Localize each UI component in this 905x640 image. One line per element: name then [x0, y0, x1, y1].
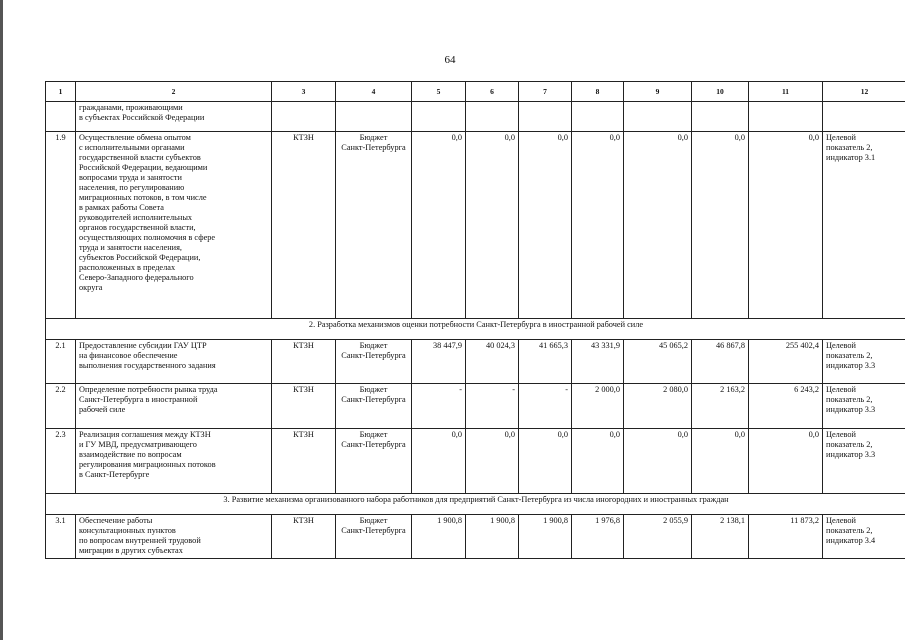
value: 2 163,2	[692, 384, 749, 429]
executor: КТЗН	[272, 340, 336, 384]
col-header: 11	[749, 82, 823, 102]
table-row	[46, 384, 905, 429]
indicator: Целевой показатель 2, индикатор 3.3	[823, 384, 905, 429]
value: 0,0	[412, 429, 466, 494]
value: 0,0	[572, 429, 624, 494]
table-row	[46, 132, 905, 319]
col-header: 12	[823, 82, 905, 102]
value: 2 080,0	[624, 384, 692, 429]
value: 0,0	[624, 429, 692, 494]
continued-text: гражданами, проживающими в субъектах Российской Федерации	[76, 102, 272, 132]
funding-source: Бюджет Санкт-Петербурга	[336, 340, 412, 384]
program-table	[45, 81, 905, 559]
value-total: 0,0	[749, 429, 823, 494]
scan-edge	[0, 0, 3, 640]
col-header: 3	[272, 82, 336, 102]
value: 1 900,8	[412, 515, 466, 559]
value: 0,0	[519, 429, 572, 494]
row-number: 1.9	[46, 132, 76, 319]
funding-source: Бюджет Санкт-Петербурга	[336, 429, 412, 494]
value-total: 0,0	[749, 132, 823, 319]
row-number: 2.1	[46, 340, 76, 384]
indicator: Целевой показатель 2, индикатор 3.1	[823, 132, 905, 319]
value-total: 6 243,2	[749, 384, 823, 429]
col-header: 1	[46, 82, 76, 102]
funding-source: Бюджет Санкт-Петербурга	[336, 132, 412, 319]
executor: КТЗН	[272, 384, 336, 429]
value: 38 447,9	[412, 340, 466, 384]
col-header: 10	[692, 82, 749, 102]
col-header: 9	[624, 82, 692, 102]
value: 1 900,8	[519, 515, 572, 559]
indicator: Целевой показатель 2, индикатор 3.3	[823, 340, 905, 384]
value: 41 665,3	[519, 340, 572, 384]
table-row	[46, 102, 905, 132]
value: 0,0	[466, 429, 519, 494]
measure-name: Определение потребности рынка труда Санкт-Петербурга в иностранной рабочей силе	[76, 384, 272, 429]
indicator: Целевой показатель 2, индикатор 3.4	[823, 515, 905, 559]
value: 1 900,8	[466, 515, 519, 559]
executor: КТЗН	[272, 515, 336, 559]
row-number: 3.1	[46, 515, 76, 559]
value: 1 976,8	[572, 515, 624, 559]
value: 46 867,8	[692, 340, 749, 384]
col-header: 8	[572, 82, 624, 102]
measure-name: Предоставление субсидии ГАУ ЦТР на финансовое обеспечение выполнения государственного задания	[76, 340, 272, 384]
value: 2 138,1	[692, 515, 749, 559]
section-row	[46, 319, 905, 340]
funding-source: Бюджет Санкт-Петербурга	[336, 384, 412, 429]
value: 2 000,0	[572, 384, 624, 429]
value: 43 331,9	[572, 340, 624, 384]
measure-name: Осуществление обмена опытом с исполнительными органами государственной власти субъектов Российской Федерации, ведающими вопросами труда и занятости населения, по регулированию миграционных потоков, в том числе в рамках работы Совета руководителей исполнительных органов государственной власти, осуществляющих полномочия в сфере труда и занятости населения, субъектов Российской Федерации, расположенных в пределах Северо-Западного федерального округа	[76, 132, 272, 319]
value: 2 055,9	[624, 515, 692, 559]
value: 0,0	[624, 132, 692, 319]
header-row	[46, 82, 905, 102]
value: 0,0	[412, 132, 466, 319]
executor: КТЗН	[272, 132, 336, 319]
table-row	[46, 340, 905, 384]
value: -	[412, 384, 466, 429]
measure-name: Реализация соглашения между КТЗН и ГУ МВД, предусматривающего взаимодействие по вопросам регулирования миграционных потоков в Санкт-Петербурге	[76, 429, 272, 494]
value: 0,0	[692, 429, 749, 494]
value-total: 255 402,4	[749, 340, 823, 384]
col-header: 6	[466, 82, 519, 102]
indicator: Целевой показатель 2, индикатор 3.3	[823, 429, 905, 494]
value: 0,0	[692, 132, 749, 319]
table-row	[46, 429, 905, 494]
row-number: 2.3	[46, 429, 76, 494]
value: 0,0	[519, 132, 572, 319]
value-total: 11 873,2	[749, 515, 823, 559]
page-number: 64	[444, 54, 456, 66]
value: -	[466, 384, 519, 429]
section-row	[46, 494, 905, 515]
measure-name: Обеспечение работы консультационных пунктов по вопросам внутренней трудовой миграции в других субъектах	[76, 515, 272, 559]
row-number: 2.2	[46, 384, 76, 429]
table-row	[46, 515, 905, 559]
col-header: 5	[412, 82, 466, 102]
section-title: 2. Разработка механизмов оценки потребности Санкт-Петербурга в иностранной рабочей силе	[46, 319, 905, 340]
value: 45 065,2	[624, 340, 692, 384]
value: -	[519, 384, 572, 429]
section-title: 3. Развитие механизма организованного набора работников для предприятий Санкт-Петербурга из числа иногородних и иностранных граждан	[46, 494, 905, 515]
executor: КТЗН	[272, 429, 336, 494]
value: 40 024,3	[466, 340, 519, 384]
col-header: 2	[76, 82, 272, 102]
col-header: 4	[336, 82, 412, 102]
value: 0,0	[572, 132, 624, 319]
value: 0,0	[466, 132, 519, 319]
col-header: 7	[519, 82, 572, 102]
funding-source: Бюджет Санкт-Петербурга	[336, 515, 412, 559]
